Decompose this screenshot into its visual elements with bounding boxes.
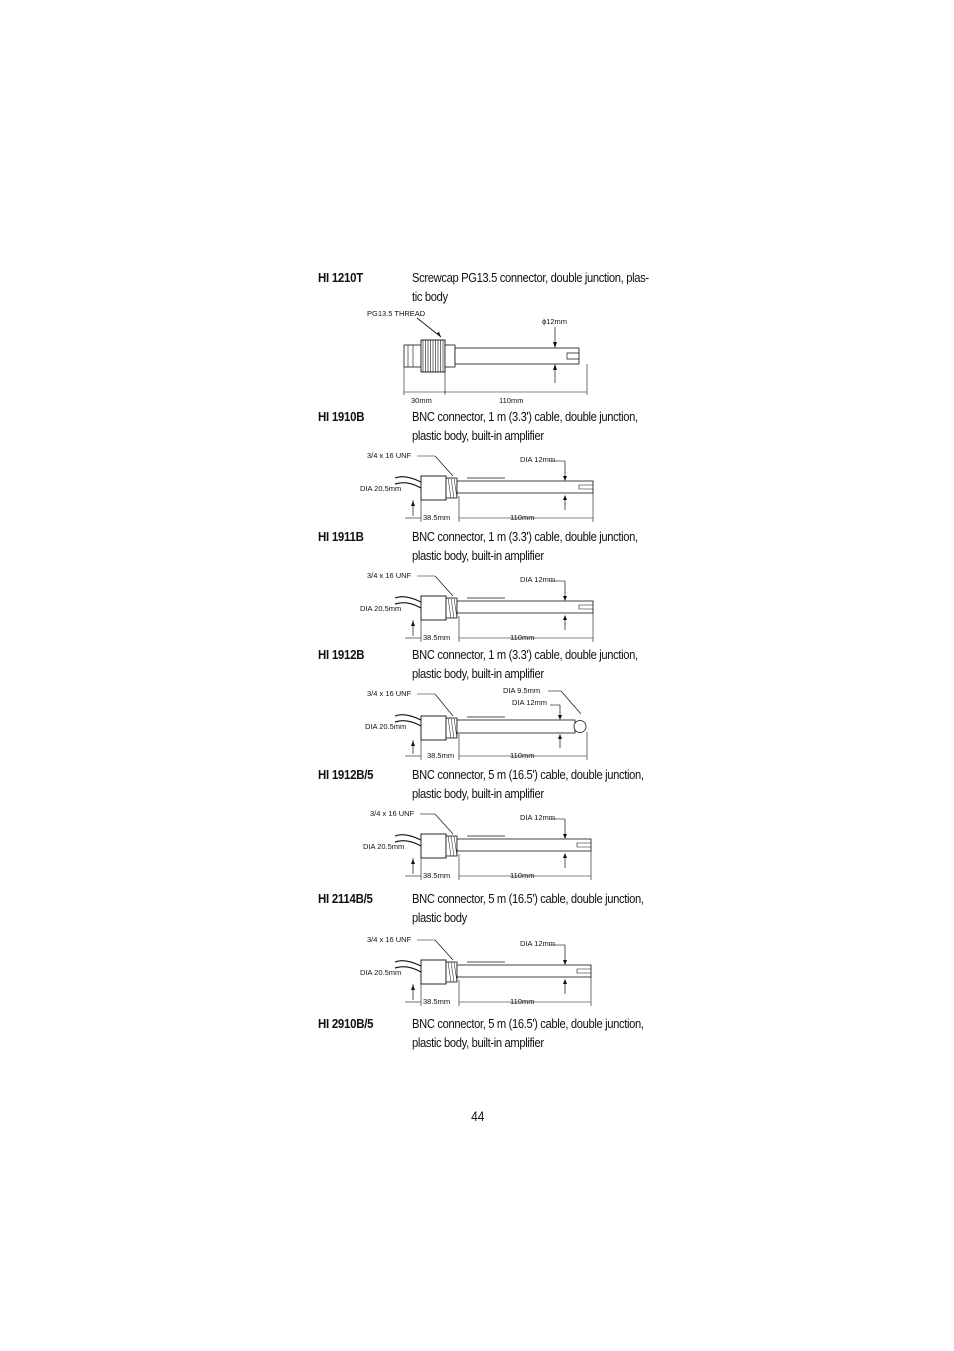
product-code: HI 1912B/5 [318,767,374,782]
thread-label: 3/4 x 16 UNF [367,451,412,460]
description-line: plastic body, built-in amplifier [412,786,544,801]
description-line: BNC connector, 1 m (3.3') cable, double junction, [412,409,638,424]
description-line: plastic body, built-in amplifier [412,548,544,563]
body-diameter-label: DIA 12mm [520,575,556,584]
head-diameter-label: DIA 20.5mm [363,842,405,851]
head-diameter-label: DIA 20.5mm [365,722,407,731]
length-b-label: 110mm [510,871,535,880]
electrode-drawing-hi-1911b [355,568,605,648]
thread-label: 3/4 x 16 UNF [367,689,412,698]
description-line: BNC connector, 5 m (16.5') cable, double junction, [412,891,644,906]
length-b-label: 110mm [499,396,524,405]
description-line: BNC connector, 5 m (16.5') cable, double junction, [412,1016,644,1031]
length-a-label: 38.5mm [423,633,451,642]
product-description [412,268,649,306]
body-diameter-label: DIA 12mm [512,698,548,707]
product-description [412,407,638,445]
product-description [412,527,638,565]
electrode-drawing-hi-1912b [355,686,605,766]
length-b-label: 110mm [510,513,535,522]
thread-label: 3/4 x 16 UNF [367,935,412,944]
product-code: HI 1912B [318,647,365,662]
product-code: HI 1911B [318,529,364,544]
length-a-label: 30mm [411,396,432,405]
head-diameter-label: DIA 20.5mm [360,604,402,613]
description-line: BNC connector, 5 m (16.5') cable, double junction, [412,767,644,782]
product-description [412,1014,644,1052]
description-line: Screwcap PG13.5 connector, double junction, plas- [412,270,649,285]
description-line: plastic body, built-in amplifier [412,428,544,443]
head-diameter-label: DIA 20.5mm [360,968,402,977]
description-line: BNC connector, 1 m (3.3') cable, double junction, [412,529,638,544]
thread-label: 3/4 x 16 UNF [370,809,415,818]
product-description [412,645,638,683]
description-line: plastic body, built-in amplifier [412,1035,544,1050]
product-code: HI 1910B [318,409,365,424]
electrode-drawing-hi-2114b-5 [355,932,605,1012]
description-line: BNC connector, 1 m (3.3') cable, double junction, [412,647,638,662]
body-diameter-label: DIA 12mm [520,455,556,464]
length-b-label: 110mm [510,633,535,642]
electrode-drawing-hi-1912b-5 [355,806,605,886]
diameter-label: ϕ12mm [542,317,568,326]
length-b-label: 110mm [510,997,535,1006]
body-diameter-label: DIA 12mm [520,939,556,948]
description-line: plastic body [412,910,467,925]
head-diameter-label: DIA 20.5mm [360,484,402,493]
thread-label: 3/4 x 16 UNF [367,571,412,580]
product-code: HI 2114B/5 [318,891,373,906]
description-line: tic body [412,289,448,304]
product-description [412,889,644,927]
tip-diameter-label: DIA 9.5mm [503,686,541,695]
page-number: 44 [471,1108,485,1124]
length-a-label: 38.5mm [423,871,451,880]
electrode-drawing-screwcap [355,305,605,405]
product-code: HI 1210T [318,270,363,285]
description-line: plastic body, built-in amplifier [412,666,544,681]
length-a-label: 38.5mm [423,513,451,522]
length-a-label: 38.5mm [423,997,451,1006]
thread-label: PG13.5 THREAD [367,309,426,318]
product-description [412,765,644,803]
length-a-label: 38.5mm [427,751,455,760]
electrode-drawing-hi-1910b [355,448,605,528]
product-code: HI 2910B/5 [318,1016,374,1031]
length-b-label: 110mm [510,751,535,760]
body-diameter-label: DIA 12mm [520,813,556,822]
